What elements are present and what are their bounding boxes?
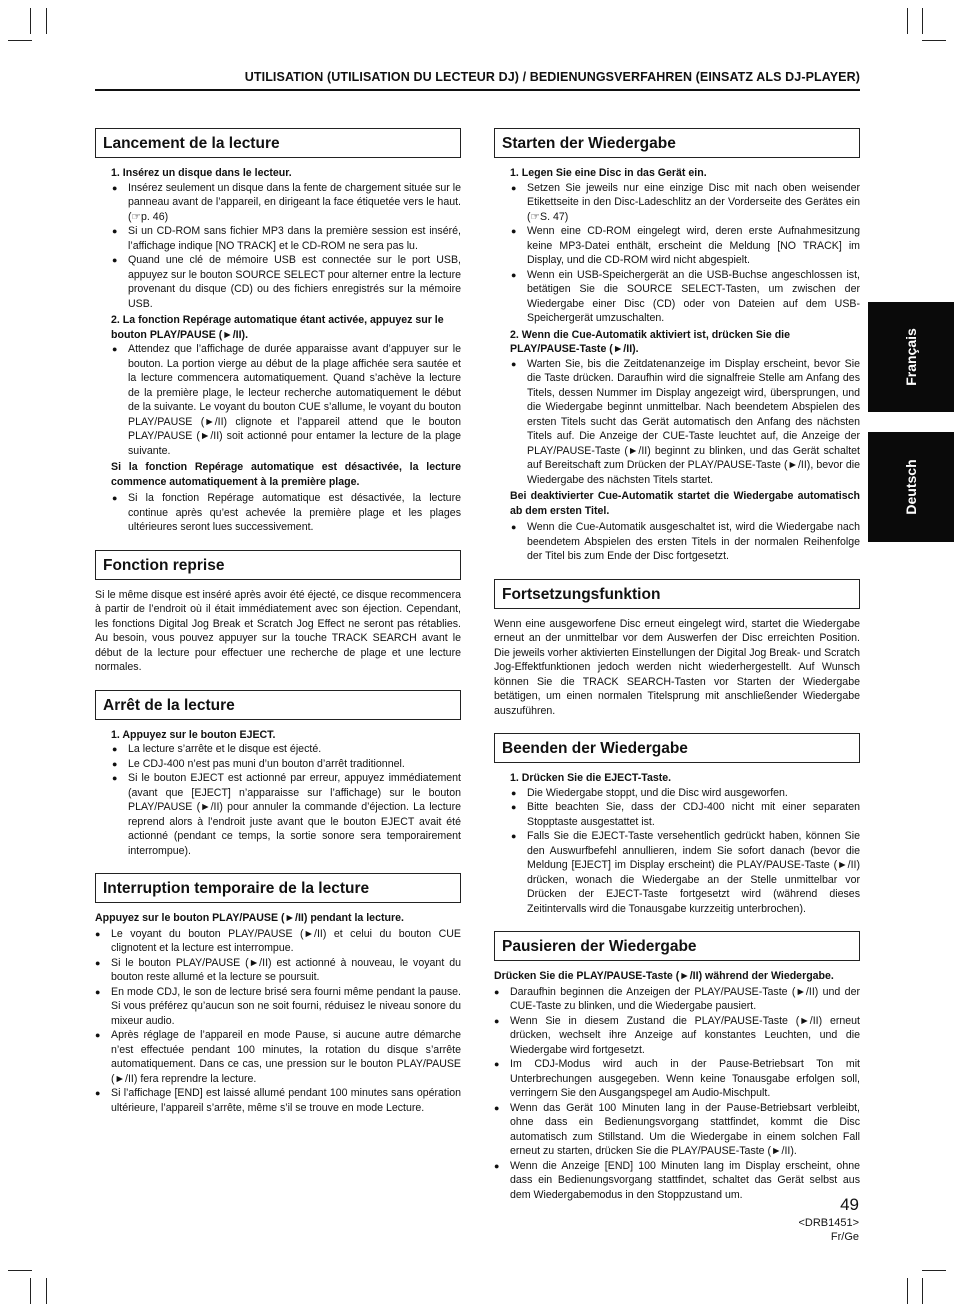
list-item: ● Si un CD-ROM sans fichier MP3 dans la première session est inséré, l’affichage indique [NO TRACK] et le CD-ROM ne sera pas lu. [128, 224, 461, 253]
list-item: ● Wenn Sie in diesem Zustand die PLAY/PAUSE-Taste (►/II) erneut drücken, wechselt ihre Anzeige auf konstantes Leuchten, und die Wiedergabe wird fortgesetzt. [510, 1014, 860, 1058]
list-item: ● Warten Sie, bis die Zeitdatenanzeige im Display erscheint, bevor Sie die Taste drücken. Daraufhin wird die signalfreie Stelle am Anfang des Titels, dessen Nummer im Display angezeigt wird, übersprungen, und die Wiedergabe beginnt unmittelbar. Nach beendetem Abspielen des ersten Titels sucht das Gerät automatisch den Anfang des nächsten Titels auf. Die Anzeige der CUE-Taste leuchtet auf, die Anzeige der PLAY/PAUSE-Taste (►/II) beginnt zu blinken, und das Gerät schaltet auf Bereitschaft zum Drücken der PLAY/PAUSE-Taste (►/II), bevor die Wiedergabe des nächsten Titels startet. [527, 357, 860, 488]
crop-mark [8, 1270, 32, 1271]
step-1: 1. Insérez un disque dans le lecteur. [111, 167, 292, 179]
list-item: ● Si le bouton EJECT est actionné par erreur, appuyez immédiatement (avant que [EJECT] n’apparaisse sur l’affichage) sur le bouton PLAY/PAUSE (►/II) pour annuler la commande d’éjection. La lecture reprend alors à l’endroit juste avant que le bouton EJECT avait été actionné (pendant ce temps, la sortie sonore sera temporairement interrompue). [128, 771, 461, 858]
list-item: ● Quand une clé de mémoire USB est connectée sur le port USB, appuyez sur le bouton SOURCE SELECT pour alterner entre la lecture provenant du disque (CD) ou des fichiers enregistrés sur la mémoire USB. [128, 253, 461, 311]
paragraph: Si le même disque est inséré après avoir été éjecté, ce disque recommencera à partir de l’endroit où il était immédiatement avec son éjection. Cependant, les fonctions Digital Jog Break et Scratch Jog Effect ne seront pas rétablies. Au besoin, vous pouvez appuyer sur la touche TRACK SEARCH avant le début de la lecture pour effectuer une recherche de plage et une lecture normales. [95, 588, 461, 673]
list-item: ● Wenn die Anzeige [END] 100 Minuten lang im Display erscheint, ohne dass ein Bedienungsvorgang stattfindet, schaltet das Gerät selbst aus dem Wiedergabemodus in den Stoppzustand um. [510, 1159, 860, 1203]
spacer [494, 564, 860, 579]
bullet-list [95, 927, 461, 1116]
lead-instruction: Appuyez sur le bouton PLAY/PAUSE (►/II) pendant la lecture. [95, 912, 404, 924]
step-1: 1. Appuyez sur le bouton EJECT. [111, 728, 276, 741]
spacer [95, 535, 461, 550]
section-title-arret: Arrêt de la lecture [95, 690, 461, 720]
list-item: ● Attendez que l’affichage de durée apparaisse avant d’appuyer sur le bouton. La portion vierge au début de la plage affichée sera sautée et la lecture commencera automatiquement. Quand s’achève la lecture de la première plage, le lecteur recherche automatiquement le début de la suivante. Le voyant du bouton CUE s’allume, le voyant du bouton PLAY/PAUSE (►/II) clignote et l’appareil attend que le bouton PLAY/PAUSE (►/II) soit actionné pour entamer la lecture de la plage suivante. [128, 342, 461, 458]
step-2: 2. Wenn die Cue-Automatik aktiviert ist, drücken Sie die PLAY/PAUSE-Taste (►/II). [510, 328, 791, 355]
bullet-list [494, 520, 860, 564]
crop-mark [46, 8, 47, 34]
list-item: ● Die Wiedergabe stoppt, und die Disc wird ausgeworfen. [527, 786, 860, 801]
list-item: ● La lecture s’arrête et le disque est éjecté. [128, 742, 461, 757]
bullet-list [494, 985, 860, 1203]
crop-mark [30, 8, 31, 34]
section-title-beenden: Beenden der Wiedergabe [494, 733, 860, 763]
crop-mark [30, 1278, 31, 1304]
spacer [95, 675, 461, 690]
list-item: ● Setzen Sie jeweils nur eine einzige Disc mit nach oben weisender Etikettseite in den Disc-Ladeschlitz an der Vorderseite des Gerätes ein (☞S. 47) [527, 181, 860, 225]
list-item: ● En mode CDJ, le son de lecture brisé sera fourni même pendant la pause. Si vous préférez qu’aucun son ne soit fourni, réduisez le niveau sonore du mixeur audio. [111, 985, 461, 1029]
step-1: 1. Legen Sie eine Disc in das Gerät ein. [510, 167, 707, 179]
crop-mark [922, 8, 923, 34]
page-header-title: UTILISATION (UTILISATION DU LECTEUR DJ) / BEDIENUNGSVERFAHREN (EINSATZ ALS DJ-PLAYER) [244, 70, 860, 84]
right-column [494, 128, 860, 1202]
document-code-lang: Fr/Ge [830, 1231, 859, 1243]
crop-mark [922, 1270, 946, 1271]
list-item: ● Falls Sie die EJECT-Taste versehentlich gedrückt haben, können Sie den Auswurfbefehl annullieren, indem Sie sofort danach (bevor die Meldung [EJECT] im Display erscheint) die PLAY/PAUSE-Taste (►/II) drücken, wonach die Wiedergabe an der Stelle unmittelbar vor Drücken der EJECT-Taste fortgesetzt wird (während dieses Zeitintervalls wird die Tonausgabe kurzzeitig unterbrochen). [527, 829, 860, 916]
list-item: ● Si l’affichage [END] est laissé allumé pendant 100 minutes sans opération ultérieure, l’appareil s’arrête, même s’il se trouve en mode Lecture. [111, 1086, 461, 1115]
section-title-reprise: Fonction reprise [95, 550, 461, 580]
section-title-interruption: Interruption temporaire de la lecture [95, 873, 461, 903]
document-code-id: <DRB1451> [798, 1217, 859, 1229]
tab-deutsch-label: Deutsch [903, 459, 919, 515]
spacer [95, 858, 461, 873]
bullet-list [494, 786, 860, 917]
bullet-list [95, 181, 461, 312]
crop-mark [922, 40, 946, 41]
note-heading: Bei deaktivierter Cue-Automatik startet die Wiedergabe automatisch ab dem ersten Titel. [510, 490, 860, 517]
section-title-starten: Starten der Wiedergabe [494, 128, 860, 158]
list-item: ● Le CDJ-400 n’est pas muni d’un bouton d’arrêt traditionnel. [128, 757, 461, 772]
list-item: ● Si le bouton PLAY/PAUSE (►/II) est actionné à nouveau, le voyant du bouton reste allumé et la lecture se poursuit. [111, 956, 461, 985]
list-item: ● Si la fonction Repérage automatique est désactivée, la lecture continue après qu’est achevée la première plage et les plages ultérieures seront lues successivement. [128, 491, 461, 535]
list-item: ● Wenn eine CD-ROM eingelegt wird, deren erste Aufnahmesitzung keine MP3-Datei enthält, erscheint die Meldung [NO TRACK] im Display, und die CD-ROM wird nicht abgespielt. [527, 224, 860, 268]
tab-francais-label: Français [903, 328, 919, 386]
step-1: 1. Drücken Sie die EJECT-Taste. [510, 772, 672, 784]
list-item: ● Wenn ein USB-Speichergerät an die USB-Buchse angeschlossen ist, betätigen Sie die SOURCE SELECT-Tasten, um zwischen der Wiedergabe einer Disc (CD) oder von Dateien auf dem USB-Speichergerät umzuschalten. [527, 268, 860, 326]
list-item: ● Daraufhin beginnen die Anzeigen der PLAY/PAUSE-Taste (►/II) und der CUE-Taste zu blinken, und die Wiedergabe pausiert. [510, 985, 860, 1014]
list-item: ● Im CDJ-Modus wird auch in der Pause-Betriebsart Ton mit Unterbrechungen ausgegeben. Wenn keine Tonausgabe erfolgen soll, verringern Sie den Ausgangspegel am Audio-Mischpult. [510, 1057, 860, 1101]
page-number: 49 [840, 1195, 859, 1214]
left-column [95, 128, 461, 1115]
bullet-list [95, 342, 461, 458]
tab-francais [868, 302, 954, 412]
step-2: 2. La fonction Repérage automatique étant activée, appuyez sur le bouton PLAY/PAUSE (►/II). [111, 314, 444, 341]
tab-deutsch [868, 432, 954, 542]
list-item: ● Wenn die Cue-Automatik ausgeschaltet ist, wird die Wiedergabe nach beendetem Abspielen des ersten Titels in der normalen Reihenfolge der Titel bis zum Ende der Disc fortgesetzt. [527, 520, 860, 564]
bullet-list [95, 742, 461, 858]
section-title-lancement: Lancement de la lecture [95, 128, 461, 158]
crop-mark [907, 1278, 908, 1304]
lead-instruction: Drücken Sie die PLAY/PAUSE-Taste (►/II) während der Wiedergabe. [494, 970, 834, 982]
bullet-list [494, 181, 860, 326]
document-code [798, 1216, 859, 1244]
bullet-list [494, 357, 860, 488]
list-item: ● Wenn das Gerät 100 Minuten lang in der Pause-Betriebsart verbleibt, ohne dass ein Bedienungsvorgang stattfindet, kommt die Disc automatisch zum Stillstand. Um die Wiedergabe in einem solchen Fall erneut zu starten, drücken Sie die PLAY/PAUSE-Taste (►/II). [510, 1101, 860, 1159]
list-item: ● Bitte beachten Sie, dass der CDJ-400 nicht mit einer separaten Stopptaste ausgestattet ist. [527, 800, 860, 829]
section-title-fortsetzung: Fortsetzungsfunktion [494, 579, 860, 609]
list-item: ● Après réglage de l’appareil en mode Pause, si aucune autre démarche n’est effectuée pendant 100 minutes, la rotation du disque s’arrête automatiquement. Dans ce cas, une pression sur le bouton PLAY/PAUSE (►/II) fera reprendre la lecture. [111, 1028, 461, 1086]
note-heading: Si la fonction Repérage automatique est désactivée, la lecture commence automatiquement à la première plage. [111, 461, 461, 488]
crop-mark [8, 40, 32, 41]
crop-mark [907, 8, 908, 34]
list-item: ● Insérez seulement un disque dans la fente de chargement située sur le panneau avant de l’appareil, en dirigeant la face étiquetée vers le haut. (☞p. 46) [128, 181, 461, 225]
spacer [494, 718, 860, 733]
header-rule [95, 89, 860, 91]
list-item: ● Le voyant du bouton PLAY/PAUSE (►/II) et celui du bouton CUE clignotent et la lecture est interrompue. [111, 927, 461, 956]
crop-mark [46, 1278, 47, 1304]
bullet-list [95, 491, 461, 535]
paragraph: Wenn eine ausgeworfene Disc erneut eingelegt wird, startet die Wiedergabe erneut an der unmittelbar vor dem Auswerfen der Disc erreichten Position. Die jeweils vorher aktivierten Einstellungen der Digital Jog Break- und Scratch Jog-Effektfunktionen jedoch werden nicht wiederhergestellt. Auf Wunsch können Sie die TRACK SEARCH-Tasten vor Starten der Wiedergabe betätigen, um einen normalen Titelsprung mit anschließender Wiedergabe auszuführen. [494, 617, 860, 717]
spacer [494, 916, 860, 931]
section-title-pausieren: Pausieren der Wiedergabe [494, 931, 860, 961]
crop-mark [922, 1278, 923, 1304]
